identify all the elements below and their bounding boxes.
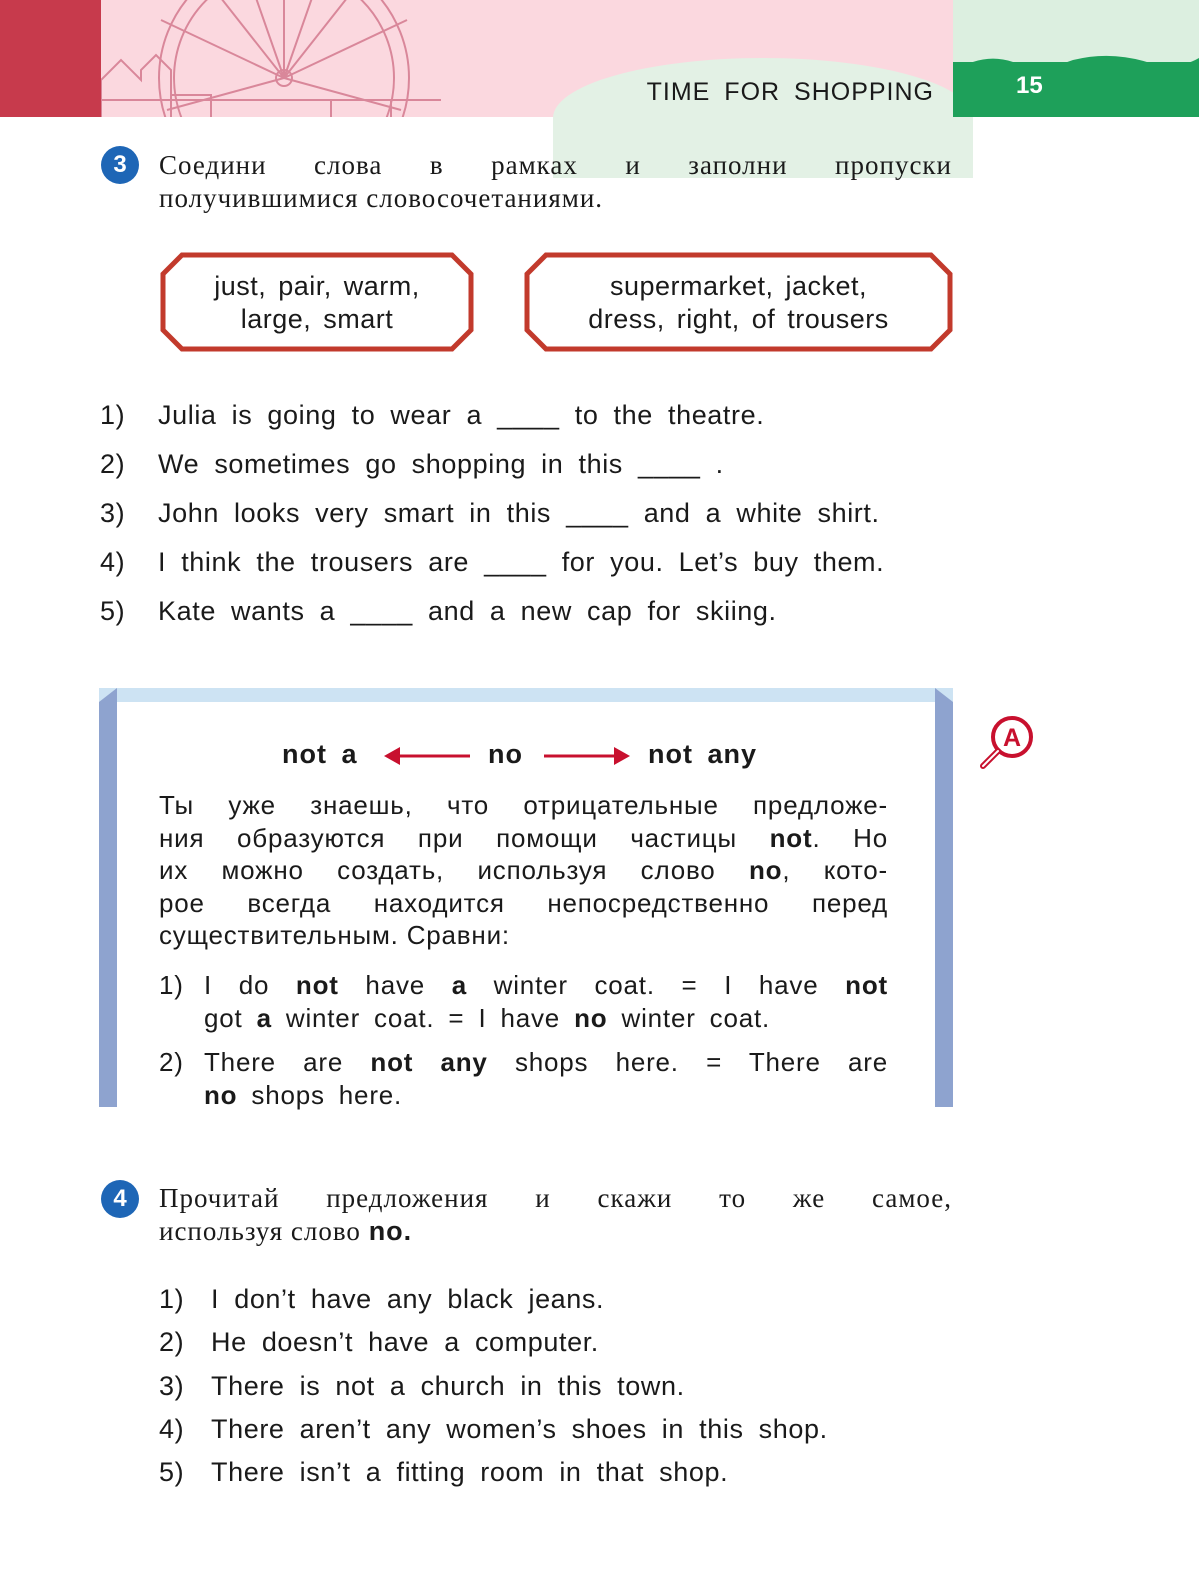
sentence-number: 3) — [100, 498, 126, 528]
exercise-3-instruction-line-1: Соедини слова в рамках и заполни пропуски — [159, 150, 952, 180]
sentence-text: There isn’t a fitting room in that shop. — [211, 1457, 729, 1487]
sentence-number: 5) — [159, 1457, 185, 1487]
sentence-number: 5) — [100, 596, 126, 626]
sentence-number: 1) — [100, 400, 126, 430]
grammar-line-1: Ты уже знаешь, что отрицательные предложе- — [159, 790, 888, 820]
header-green-block — [953, 62, 1199, 117]
section-title: TIME FOR SHOPPING — [646, 78, 934, 106]
sentence-number: 3) — [159, 1371, 185, 1401]
rule-not-a: not a — [282, 739, 358, 769]
exercise-3-sentence — [100, 400, 764, 431]
exercise-4-instruction-line-1: Прочитай предложения и скажи то же самое, — [159, 1183, 952, 1213]
word-box-left-line-1: just, pair, warm, — [214, 271, 420, 301]
grammar-explanation — [159, 789, 888, 952]
word-box-right-line-2: dress, right, of trousers — [588, 304, 889, 334]
sentence-number: 1) — [159, 1284, 185, 1314]
exercise-3-sentence — [100, 449, 724, 480]
exercise-3-sentence — [100, 498, 880, 529]
exercise-3-instruction — [159, 149, 952, 215]
word-box-right-line-1: supermarket, jacket, — [609, 271, 868, 301]
grammar-box-left-border — [99, 688, 117, 1107]
example-number: 2) — [159, 1047, 184, 1077]
page-number: 15 — [1016, 72, 1043, 99]
exercise-4-sentence — [159, 1284, 604, 1315]
exercise-4-sentence — [159, 1371, 685, 1402]
word-box-right — [524, 252, 953, 352]
bold-not: not — [769, 822, 813, 853]
word-box-left-line-2: large, smart — [240, 304, 394, 334]
grammar-box-right-border — [935, 688, 953, 1107]
sentence-number: 4) — [100, 547, 126, 577]
exercise-4-badge: 4 — [101, 1180, 139, 1218]
exercise-3-sentence — [100, 596, 777, 627]
svg-text:A: A — [1002, 724, 1022, 752]
exercise-4-sentence — [159, 1457, 728, 1488]
header-red-block — [0, 0, 101, 117]
magnifier-grammar-icon — [977, 713, 1037, 773]
exercise-3-badge: 3 — [101, 146, 139, 184]
grammar-box-top-border — [99, 688, 953, 702]
exercise-4-instruction — [159, 1182, 952, 1248]
grammar-line-5: существительным. Сравни: — [159, 920, 510, 950]
exercise-3-instruction-line-2: получившимися словосочетаниями. — [159, 183, 604, 213]
sentence-text: There is not a church in this town. — [211, 1371, 685, 1401]
sentence-text: I think the trousers are ____ for you. Let’s buy them. — [158, 547, 885, 577]
sentence-number: 4) — [159, 1414, 185, 1444]
grammar-line-4: рое всегда находится непосредственно перед — [159, 887, 888, 918]
exercise-3-sentence — [100, 547, 884, 578]
sentence-number: 2) — [159, 1327, 185, 1357]
grammar-line-3: их можно создать, используя слово no, кото- — [159, 855, 889, 885]
arrow-right-icon — [542, 743, 632, 769]
bold-no: no. — [368, 1216, 413, 1246]
grammar-box-corner — [935, 688, 953, 702]
sentence-text: He doesn’t have a computer. — [211, 1327, 599, 1357]
grammar-line-2: ния образуются при помощи частицы not. Но — [159, 822, 888, 853]
sentence-text: Julia is going to wear a ____ to the theatre. — [158, 400, 765, 430]
exercise-4-sentence — [159, 1414, 828, 1445]
exercise-4-sentence — [159, 1327, 599, 1358]
exercise-4-instruction-line-2: используя слово no. — [159, 1216, 413, 1246]
bold-no: no — [748, 855, 783, 885]
word-box-left — [160, 252, 474, 352]
arrow-left-icon — [382, 743, 472, 769]
grammar-example-2: 2) There are not any shops here. = There are no shops here. — [159, 1047, 888, 1110]
sentence-text: Kate wants a ____ and a new cap for skiing. — [158, 596, 777, 626]
sentence-text: We sometimes go shopping in this ____ . — [158, 449, 724, 479]
example-number: 1) — [159, 970, 184, 1000]
rule-not-any: not any — [648, 739, 758, 769]
grammar-box-corner — [99, 688, 117, 702]
green-wave-decoration — [953, 52, 1199, 72]
sentence-text: There aren’t any women’s shoes in this shop. — [211, 1414, 828, 1444]
rule-no: no — [488, 739, 523, 769]
grammar-example-1: 1) I do not have a winter coat. = I have not got a winter coat. = I have no winter coat. — [159, 970, 888, 1033]
sentence-text: I don’t have any black jeans. — [211, 1284, 605, 1314]
sentence-number: 2) — [100, 449, 126, 479]
sentence-text: John looks very smart in this ____ and a white shirt. — [158, 498, 880, 528]
